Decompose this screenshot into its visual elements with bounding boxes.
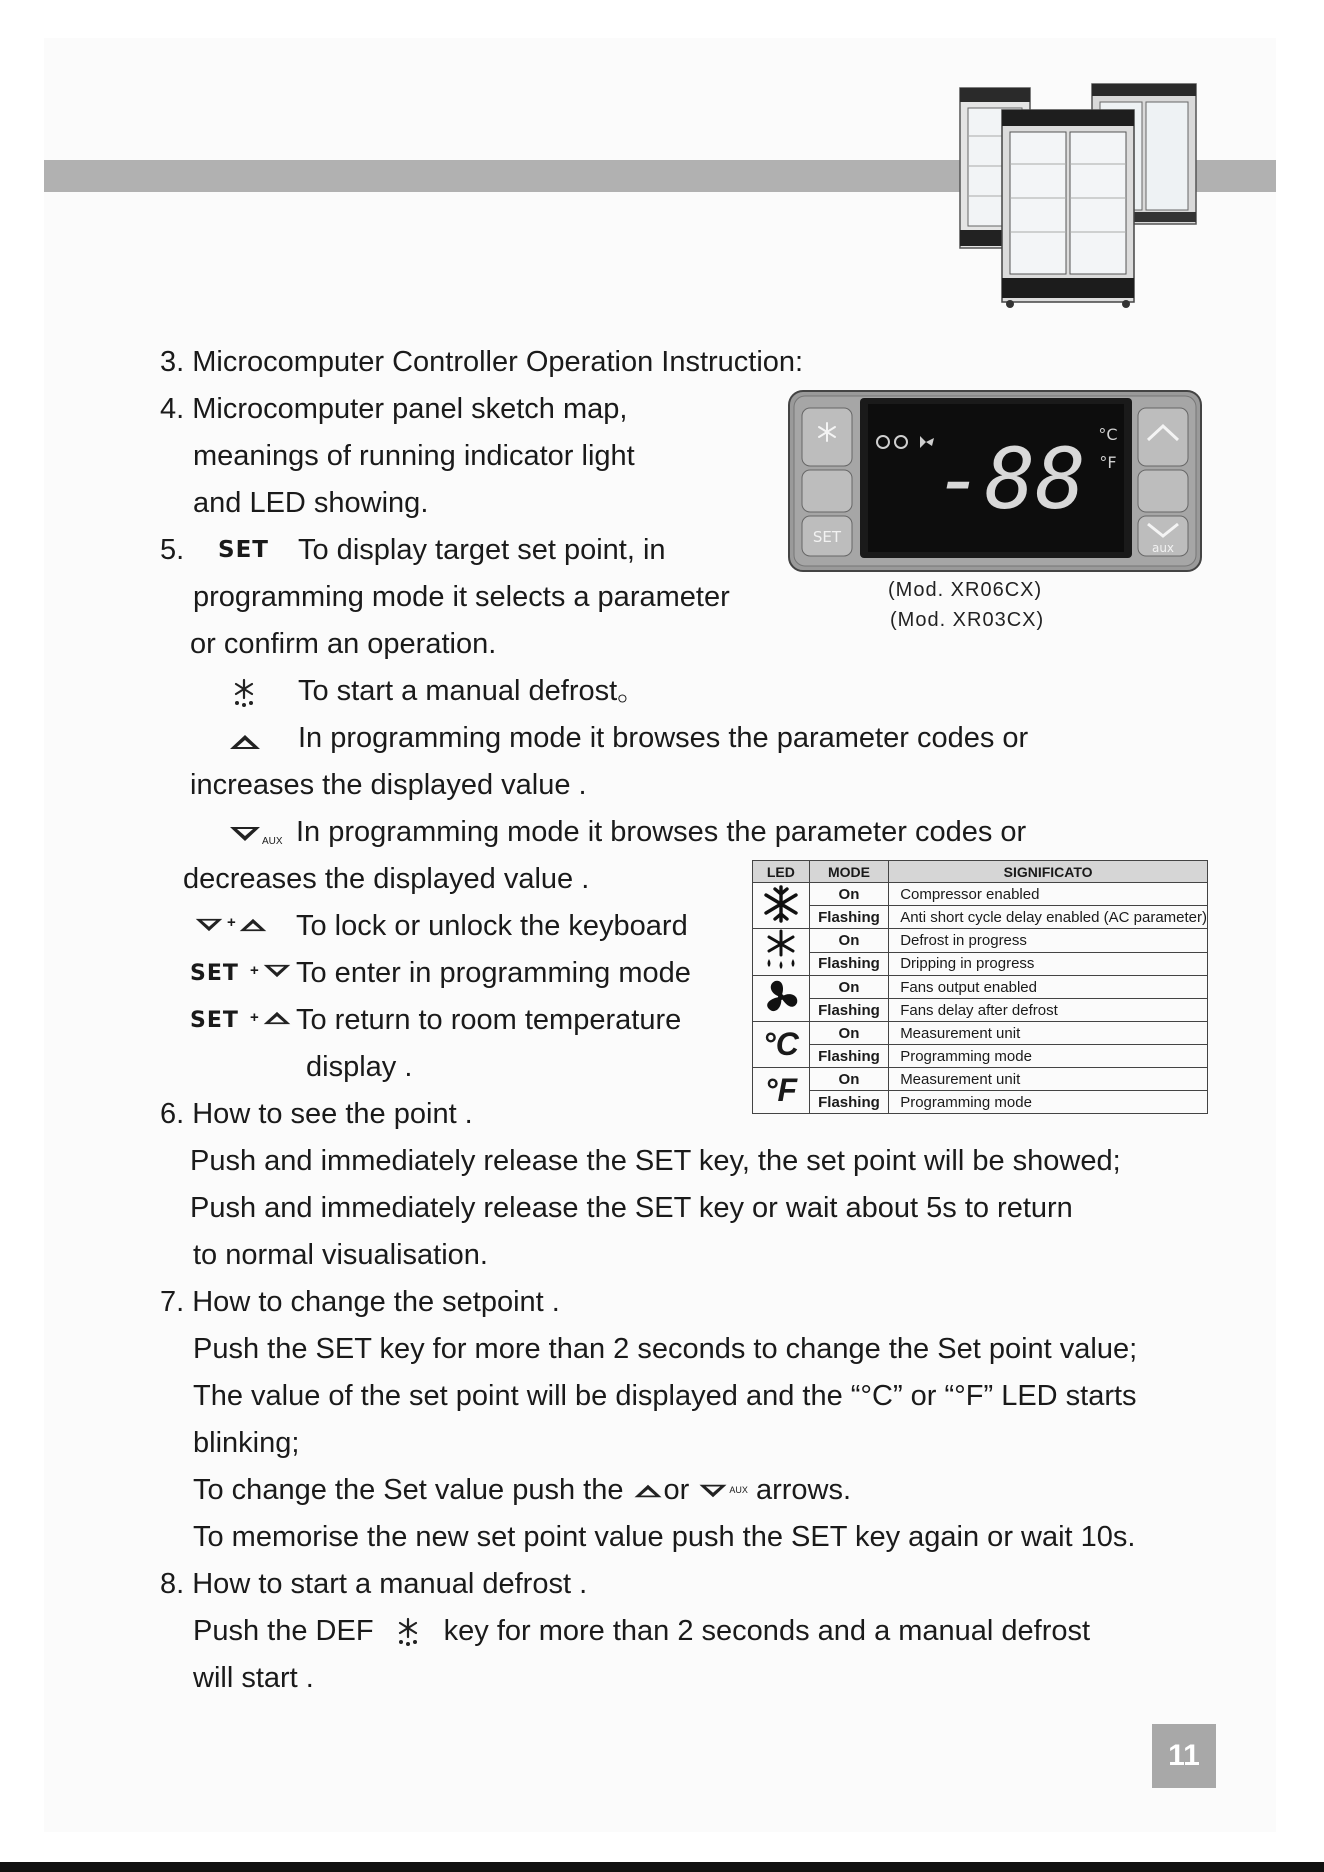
set-key-description-3: or confirm an operation. [190,628,497,660]
table-header-led: LED [753,861,810,883]
lock-keyboard-description: To lock or unlock the keyboard [296,910,688,942]
panel-unit-celsius: °C [1098,425,1118,444]
table-row [753,1045,1208,1068]
up-arrow-icon [228,732,262,752]
defrost-icon [394,1617,422,1647]
mode-cell: On [809,976,888,999]
programming-mode-description: To enter in programming mode [296,957,691,989]
meaning-cell: Anti short cycle delay enabled (AC parameter) [889,906,1208,929]
mode-cell: Flashing [809,1091,888,1114]
table-row [753,906,1208,929]
section-6-line-1: Push and immediately release the SET key, the set point will be showed; [190,1145,1121,1177]
section-8-line-1-start: Push the DEF [193,1615,374,1647]
defrost-key-description: To start a manual defrost。 [298,675,647,707]
section-3-heading: 3. Microcomputer Controller Operation Instruction: [160,346,804,378]
meaning-cell: Compressor enabled [889,883,1208,906]
section-5-number: 5. [160,534,185,566]
section-8-line-1 [193,1613,1090,1649]
section-7-line-1: Push the SET key for more than 2 seconds to change the Set point value; [193,1333,1138,1365]
section-7-line-3: blinking; [193,1427,300,1459]
up-key-description-1: In programming mode it browses the parameter codes or [298,722,1029,754]
table-row [753,929,1208,953]
celsius-icon: °C [753,1022,810,1068]
aux-label: AUX [262,836,283,847]
defrost-icon [753,929,810,976]
section-4-line-3: and LED showing. [193,487,429,519]
down-key-description-1: In programming mode it browses the parameter codes or [296,816,1027,848]
section-6-line-3: to normal visualisation. [193,1239,488,1271]
mode-cell: Flashing [809,906,888,929]
section-8-line-2: will start . [193,1662,314,1694]
table-row [753,1068,1208,1091]
meaning-cell: Dripping in progress [889,952,1208,976]
panel-set-key-label: SET [812,528,842,546]
panel-display-value: -88 [934,430,1086,528]
led-meaning-table [752,860,1208,1114]
meaning-cell: Fans output enabled [889,976,1208,999]
table-row [753,999,1208,1022]
mode-cell: On [809,883,888,906]
section-7-line-4 [193,1472,851,1508]
plus-sign: + [227,914,236,931]
meaning-cell: Defrost in progress [889,929,1208,953]
table-row [753,1022,1208,1045]
meaning-cell: Programming mode [889,1091,1208,1114]
model-caption-1: (Mod. XR06CX) [888,579,1043,601]
down-arrow-icon [194,916,224,934]
mode-cell: Flashing [809,999,888,1022]
meaning-cell: Programming mode [889,1045,1208,1068]
table-header-significato: SIGNIFICATO [889,861,1208,883]
down-arrow-icon [262,962,292,980]
table-row [753,952,1208,976]
down-arrow-icon [697,1482,729,1500]
meaning-cell: Measurement unit [889,1022,1208,1045]
table-row [753,883,1208,906]
section-7-heading: 7. How to change the setpoint . [160,1286,560,1318]
meaning-cell: Measurement unit [889,1068,1208,1091]
room-temperature-description-2: display . [306,1051,413,1083]
table-row [753,976,1208,999]
set-key-label: SET [190,1008,239,1033]
section-6-heading: 6. How to see the point . [160,1098,473,1130]
down-arrow-icon [228,824,262,844]
panel-aux-key-label: aux [1151,541,1175,555]
down-key-description-2: decreases the displayed value . [183,863,590,895]
section-7-line-4-end: arrows. [755,1474,852,1506]
section-8-line-1-end: key for more than 2 seconds and a manual defrost [443,1615,1091,1647]
section-7-line-4-start: To change the Set value push the [193,1474,624,1506]
table-row [753,1091,1208,1114]
set-key-description-1: To display target set point, in [298,534,666,566]
defrost-icon [230,678,258,708]
mode-cell: Flashing [809,1045,888,1068]
plus-sign: + [250,1009,259,1026]
room-temperature-description-1: To return to room temperature [296,1004,682,1036]
section-6-line-2: Push and immediately release the SET key or wait about 5s to return [190,1192,1073,1224]
mode-cell: On [809,929,888,953]
section-7-line-5: To memorise the new set point value push the SET key again or wait 10s. [193,1521,1136,1553]
up-arrow-icon [238,916,268,934]
set-key-label: SET [190,961,239,986]
mode-cell: On [809,1022,888,1045]
bottom-border [0,1862,1324,1872]
mode-cell: Flashing [809,952,888,976]
table-header-mode: MODE [809,861,888,883]
mode-cell: On [809,1068,888,1091]
up-arrow-icon [262,1009,292,1027]
section-4-line-1: 4. Microcomputer panel sketch map, [160,393,628,425]
controller-panel-illustration [788,390,1202,572]
model-caption-2: (Mod. XR03CX) [890,609,1045,631]
plus-sign: + [250,962,259,979]
set-key-description-2: programming mode it selects a parameter [193,581,730,613]
meaning-cell: Fans delay after defrost [889,999,1208,1022]
or-word: or [663,1474,690,1506]
refrigerators-illustration [950,80,1200,310]
section-7-line-2: The value of the set point will be displayed and the “°C” or “°F” LED starts [193,1380,1137,1412]
snowflake-icon [753,883,810,929]
up-key-description-2: increases the displayed value . [190,769,587,801]
panel-unit-fahrenheit: °F [1099,453,1117,472]
aux-label: AUX [729,1485,748,1495]
section-4-line-2: meanings of running indicator light [193,440,635,472]
set-key-label: SET [218,537,269,563]
up-arrow-icon [632,1482,664,1500]
page-number: 11 [1152,1724,1216,1788]
fahrenheit-icon: °F [753,1068,810,1114]
fan-icon [753,976,810,1022]
section-8-heading: 8. How to start a manual defrost . [160,1568,588,1600]
